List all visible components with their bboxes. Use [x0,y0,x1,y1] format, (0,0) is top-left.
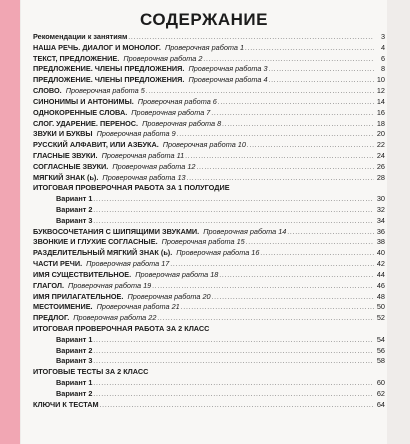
dot-leader [269,65,374,75]
toc-entry [33,54,385,65]
toc-entry-heading: ИТОГОВЫЕ ТЕСТЫ ЗА 2 КЛАСС [33,367,149,377]
toc-entry-page-number: 34 [376,215,385,225]
toc-entry-heading: ИМЯ СУЩЕСТВИТЕЛЬНОЕ. [33,269,132,279]
toc-entry [33,86,385,97]
toc-entry-heading: СЛОГ. УДАРЕНИЕ. ПЕРЕНОС. [33,118,139,128]
dot-leader [212,293,374,303]
toc-entry [33,129,385,140]
dot-leader [157,314,374,324]
toc-entry-page-number: 40 [376,248,385,258]
toc-entry-page-number: 16 [376,107,385,117]
toc-entry-work-label: Проверочная работа 3 [188,64,268,74]
toc-entry-page-number: 12 [376,86,385,96]
toc-entry-page-number: 22 [376,140,385,150]
dot-leader [152,282,374,292]
toc-entry-page-number: 52 [376,313,385,323]
toc-entry-work-label: Проверочная работа 8 [142,118,222,128]
toc-entry [33,43,385,54]
toc-entry-heading: ОДНОКОРЕННЫЕ СЛОВА. [33,107,128,117]
toc-entry [33,281,385,292]
dot-leader [93,206,374,216]
toc-entry-work-label: Проверочная работа 18 [135,269,219,279]
toc-entry [33,108,385,119]
dot-leader [219,271,374,281]
toc-entry [33,183,385,194]
toc-entry-work-label: Проверочная работа 14 [203,226,287,236]
toc-entry-work-label: Проверочная работа 16 [176,248,260,258]
toc-entry [33,367,385,378]
toc-entry-page-number: 44 [376,269,385,279]
toc-entry-heading: ПРЕДЛОЖЕНИЕ. ЧЛЕНЫ ПРЕДЛОЖЕНИЯ. [33,75,185,85]
toc-entry-page-number: 54 [376,334,385,344]
dot-leader [245,44,374,54]
toc-entry [33,151,385,162]
dot-leader [146,87,374,97]
dot-leader [269,76,374,86]
toc-entry-page-number: 64 [376,399,385,409]
toc-entry-heading: ГЛАГОЛ. [33,280,65,290]
toc-entry-work-label: Проверочная работа 17 [86,259,170,269]
toc-entry-heading: Вариант 2 [56,388,93,398]
toc-entry [33,400,385,411]
toc-entry-heading: РУССКИЙ АЛФАВИТ, ИЛИ АЗБУКА. [33,140,159,150]
toc-entry-work-label: Проверочная работа 15 [161,237,245,247]
toc-entry [33,205,385,216]
toc-entry [33,32,385,43]
toc-entry-heading: СЛОВО. [33,86,62,96]
toc-entry-heading: ИМЯ ПРИЛАГАТЕЛЬНОЕ. [33,291,124,301]
dot-leader [211,109,374,119]
contents-page [21,0,387,444]
dot-leader [93,347,374,357]
toc-entry [33,313,385,324]
toc-entry-page-number: 48 [376,291,385,301]
toc-entry-heading: Вариант 1 [56,378,93,387]
toc-entry-heading: СИНОНИМЫ И АНТОНИМЫ. [33,96,134,106]
dot-leader [170,260,374,270]
page-title: СОДЕРЖАНИЕ [140,10,268,29]
toc-entry-page-number: 14 [376,96,385,106]
toc-entry-heading: БУКВОСОЧЕТАНИЯ С ШИПЯЩИМИ ЗВУКАМИ. [33,226,200,236]
toc-entry-heading: ГЛАСНЫЕ ЗВУКИ. [33,150,98,160]
toc-entry [33,270,385,281]
toc-entry [33,75,385,86]
toc-entry-work-label: Проверочная работа 19 [68,280,152,290]
toc-entry-heading: ЗВУКИ И БУКВЫ [33,129,93,139]
toc-entry [33,292,385,303]
toc-entry-heading: КЛЮЧИ К ТЕСТАМ [33,399,99,409]
dot-leader [287,228,374,238]
dot-leader [218,98,374,108]
dot-leader [185,152,374,162]
toc-entry-heading: Вариант 3 [56,356,93,366]
toc-entry-page-number: 10 [376,75,385,85]
toc-entry-work-label: Проверочная работа 5 [65,86,145,96]
dot-leader [177,130,374,140]
toc-entry-work-label: Проверочная работа 12 [112,161,196,171]
toc-entry-work-label: Проверочная работа 11 [101,150,185,160]
dot-leader [260,249,374,259]
toc-entry-work-label: Проверочная работа 21 [96,302,180,312]
toc-entry-heading: Вариант 2 [56,345,93,355]
toc-entry-page-number: 26 [376,161,385,171]
toc-entry-heading: ТЕКСТ, ПРЕДЛОЖЕНИЕ. [33,53,120,63]
toc-entry-page-number: 46 [376,280,385,290]
dot-leader [246,238,374,248]
dot-leader [187,174,374,184]
toc-entry-page-number: 38 [376,237,385,247]
toc-entry-heading: Вариант 1 [56,334,93,344]
toc-entry [33,356,385,367]
dot-leader [93,379,374,389]
pink-margin-band [0,0,20,444]
toc-entry-page-number: 18 [376,118,385,128]
toc-entry-work-label: Проверочная работа 20 [127,291,211,301]
toc-entry-heading: ЗВОНКИЕ И ГЛУХИЕ СОГЛАСНЫЕ. [33,237,158,247]
toc-entry-heading: Вариант 1 [56,194,93,204]
toc-entry [33,194,385,205]
toc-entry-work-label: Проверочная работа 22 [73,313,157,323]
dot-leader [181,303,374,313]
toc-entry-page-number: 8 [380,64,385,74]
toc-entry [33,302,385,313]
toc-entry [33,64,385,75]
toc-entry [33,346,385,357]
toc-entry-heading: ИТОГОВАЯ ПРОВЕРОЧНАЯ РАБОТА ЗА 2 КЛАСС [33,323,210,333]
toc-entry-heading: Рекомендации к занятиям [33,32,128,41]
toc-entry-work-label: Проверочная работа 9 [96,129,176,139]
toc-entry [33,324,385,335]
dot-leader [93,195,374,205]
toc-entry [33,389,385,400]
toc-entry-page-number: 24 [376,150,385,160]
dot-leader [128,33,374,43]
dot-leader [197,163,375,173]
dot-leader [93,390,374,400]
toc-entry-page-number: 30 [376,194,385,204]
toc-entry-heading: МЕСТОИМЕНИЕ. [33,302,93,312]
toc-entry [33,227,385,238]
dot-leader [93,336,374,346]
toc-entry-heading: ЧАСТИ РЕЧИ. [33,259,83,269]
toc-entry-heading: ПРЕДЛОГ. [33,313,70,323]
toc-entry [33,216,385,227]
dot-leader [93,357,374,367]
toc-entry-page-number: 6 [380,53,385,63]
toc-entry [33,173,385,184]
toc-entry-page-number: 3 [380,32,385,41]
toc-entry [33,237,385,248]
toc-entry [33,248,385,259]
toc-entry-work-label: Проверочная работа 1 [164,42,245,52]
toc-entry-work-label: Проверочная работа 2 [123,53,203,63]
toc-entry-heading: СОГЛАСНЫЕ ЗВУКИ. [33,161,109,171]
toc-entry-page-number: 42 [376,259,385,269]
toc-entry [33,97,385,108]
toc-entry-heading: ПРЕДЛОЖЕНИЕ. ЧЛЕНЫ ПРЕДЛОЖЕНИЯ. [33,64,185,74]
dot-leader [203,55,374,65]
toc-entry [33,119,385,130]
dot-leader [100,401,374,411]
toc-entry-work-label: Проверочная работа 10 [162,140,246,150]
toc-entry-page-number: 36 [376,226,385,236]
toc-entry-heading: НАША РЕЧЬ. ДИАЛОГ И МОНОЛОГ. [33,42,161,52]
dot-leader [247,141,374,151]
toc-entry [33,140,385,151]
toc-entry-work-label: Проверочная работа 13 [102,172,186,182]
toc-entry-heading: Вариант 2 [56,205,93,214]
toc-entry-work-label: Проверочная работа 7 [131,107,211,117]
toc-entry-work-label: Проверочная работа 6 [137,96,217,106]
toc-entry-page-number: 28 [376,172,385,182]
toc-entry-work-label: Проверочная работа 4 [188,75,268,85]
toc-entry-page-number: 56 [376,345,385,355]
toc-entry-page-number: 50 [376,302,385,312]
toc-entry-page-number: 4 [380,42,385,52]
dot-leader [93,217,374,227]
toc-entry-heading: РАЗДЕЛИТЕЛЬНЫЙ МЯГКИЙ ЗНАК (ь). [33,248,173,258]
toc-entry-heading: ИТОГОВАЯ ПРОВЕРОЧНАЯ РАБОТА ЗА 1 ПОЛУГОДИЕ [33,183,230,193]
toc-entry-page-number: 60 [376,378,385,387]
toc-entry [33,378,385,389]
toc-entry-page-number: 62 [376,388,385,398]
table-of-contents [33,32,385,410]
toc-entry-page-number: 58 [376,356,385,366]
toc-entry-heading: Вариант 3 [56,215,93,225]
dot-leader [222,120,374,130]
toc-entry-page-number: 32 [376,205,385,214]
toc-entry-page-number: 20 [376,129,385,139]
toc-entry [33,335,385,346]
toc-entry [33,162,385,173]
toc-entry [33,259,385,270]
toc-entry-heading: МЯГКИЙ ЗНАК (ь). [33,172,99,182]
